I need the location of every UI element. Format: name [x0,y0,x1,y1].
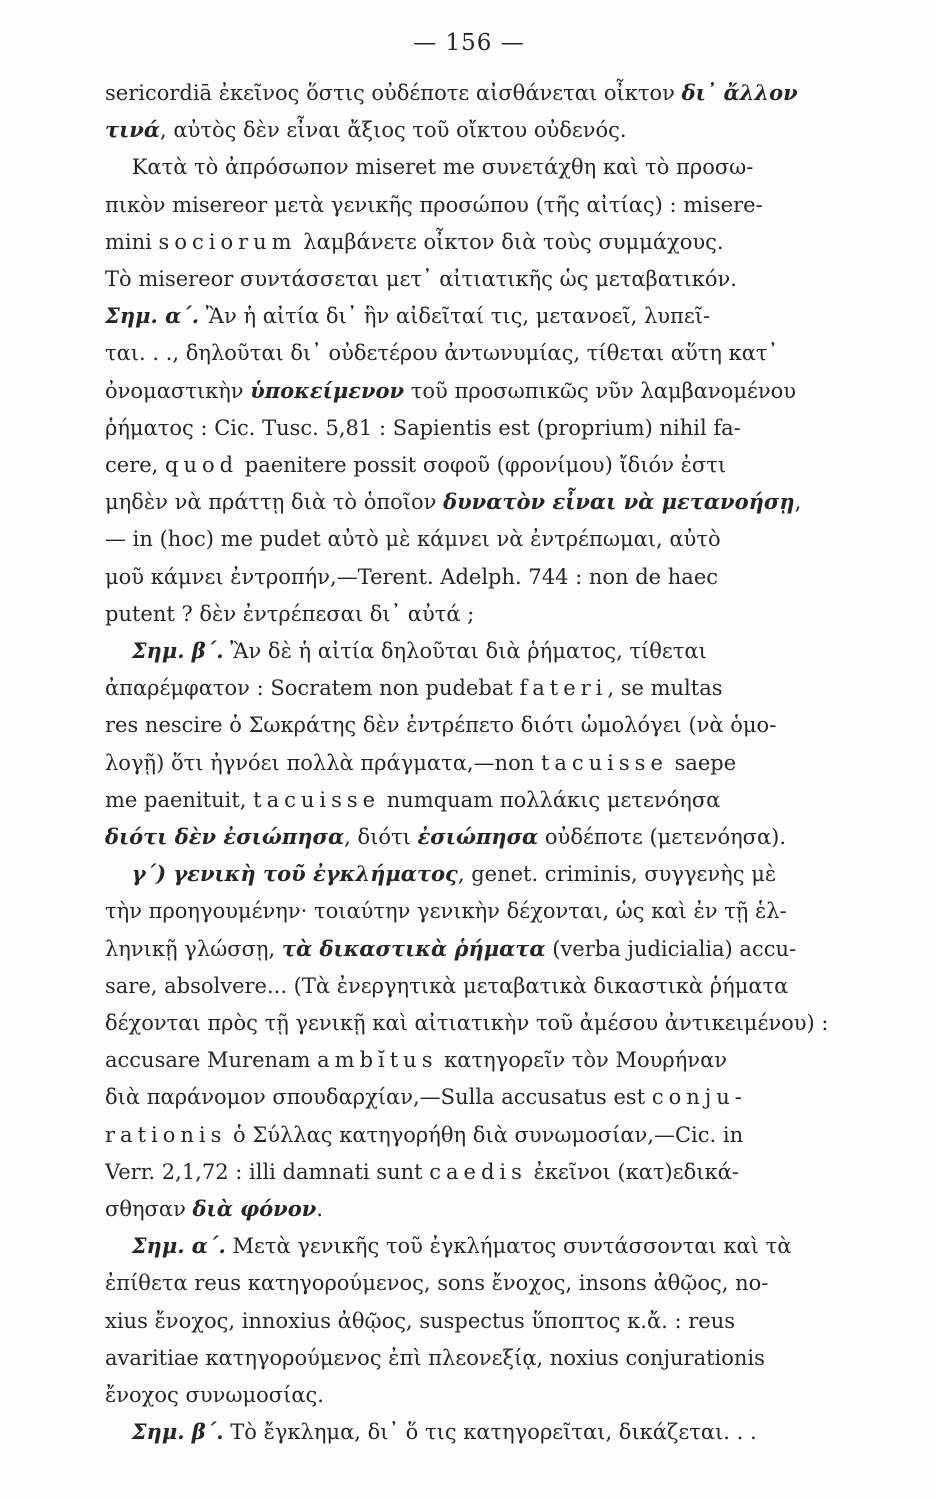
text-run: μοῦ κάμνει ἐντροπήν,—Terent. Adelph. 744 : non de haec [105,564,719,589]
text-line [105,413,905,443]
text-run: ἀπαρέμφατον : Socratem non pudebat [105,676,520,701]
text-run: λογῇ) ὅτι ἠγνόει πολλὰ πράγματα,—non [105,750,541,775]
text-run: Verr. 2,1,72 : illi damnati sunt [105,1159,430,1184]
text-run [105,862,132,886]
text-run: , [794,490,802,515]
text-run: πικὸν misereor μετὰ γενικῆς προσώπου (τῆς αἰτίας) : misere- [105,192,763,217]
text-run [105,1234,132,1258]
text-run: rationis [105,1122,227,1147]
text-run: sare, absolvere... (Τὰ ἐνεργητικὰ μεταβατικὰ δικαστικὰ ῥήματα [105,973,789,998]
text-line [105,599,905,629]
text-line [105,450,905,480]
text-line [105,1306,905,1336]
text-run: sericordiā ἐκεῖνος ὅστις οὐδέποτε αἰσθάνεται οἶκτον [105,81,682,105]
text-run: τοῦ προσωπικῶς νῦν λαμβανομένου [404,378,797,403]
text-run: cere, [105,453,166,477]
text-run: μηδὲν νὰ πράττῃ διὰ τὸ ὁποῖον [105,490,444,515]
page-number: — 156 — [413,30,525,56]
text-run: — in (hoc) me pudet αὐτὸ μὲ κάμνει νὰ ἐντρέπωμαι, αὐτὸ [105,527,721,552]
text-line [105,338,905,368]
text-line [105,1343,905,1373]
text-run: Μετὰ γενικῆς τοῦ ἐγκλήματος συντάσσονται καὶ τὰ [225,1234,792,1259]
text-line [105,1380,905,1410]
text-line [105,524,905,554]
text-line [105,227,905,257]
text-line [105,1120,905,1150]
text-run: . [316,1197,324,1221]
text-run: ληνικῇ γλώσσῃ, [105,936,282,961]
text-run: Σημ. α΄. [131,1233,226,1259]
text-run: Σημ. α΄. [105,303,200,329]
text-run: xius ἔνοχος, innoxius ἀθῷος, suspectus ὕποπτος κ.ἄ. : reus [105,1308,736,1333]
text-run: τὴν προηγουμένην· τοιαύτην γενικὴν δέχονται, ὡς καὶ ἐν τῇ ἑλ- [105,899,787,924]
text-run: caedis [429,1159,527,1184]
text-line [105,562,905,592]
text-run: conju- [651,1085,747,1110]
text-run: λαμβάνετε οἶκτον διὰ τοὺς συμμάχους. [296,229,724,254]
text-line [105,710,905,740]
text-run: διὰ παράνομον σπουδαρχίαν,—Sulla accusatus est [105,1085,652,1110]
text-run: σθησαν [105,1197,193,1221]
text-line [105,748,905,778]
text-run: sociorum [158,229,297,254]
text-run: res nescire ὁ Σωκράτης δὲν ἐντρέπετο διότι ὡμολόγει (νὰ ὁμο- [105,713,777,738]
text-line [105,934,905,964]
text-line [105,1417,905,1447]
text-run [105,1420,132,1444]
text-run: Σημ. β΄. [131,638,224,663]
text-line [105,1194,905,1224]
text-run: γ΄) γενικὴ τοῦ ἐγκλήματος [131,861,458,887]
text-run: Τὸ misereor συντάσσεται μετ᾽ αἰτιατικῆς ὡς μεταβατικόν. [105,267,737,291]
text-run: δέχονται πρὸς τῇ γενικῇ καὶ αἰτιατικὴν τοῦ ἀμέσου ἀντικειμένου) : [105,1011,829,1035]
text-run: accusare Murenam [105,1048,318,1073]
text-run: (verba judicialia) accu- [545,936,797,961]
text-run: Τὸ ἔγκλημα, δι᾽ ὅ τις κατηγορεῖται, δικάζεται. . . [223,1420,757,1445]
text-run: οὐδέποτε (μετενόησα). [538,825,787,849]
text-run: δι᾽ ἄλλον [681,80,798,105]
text-line [105,1231,905,1261]
text-run: numquam πολλάκις μετενόησα [380,787,721,812]
text-line [105,376,905,406]
text-run: saepe [667,750,737,775]
text-run: ἔνοχος συνωμοσίας. [105,1383,324,1407]
text-line [105,1082,905,1112]
text-line [105,673,905,703]
text-run: quod [165,453,239,477]
text-run: avaritiae κατηγορούμενος ἐπὶ πλεονεξίᾳ, noxius conjurationis [105,1345,765,1370]
text-line [105,859,905,889]
text-run: Ἂν δὲ ἡ αἰτία δηλοῦται διὰ ῥήματος, τίθεται [223,639,707,663]
text-line [105,1157,905,1187]
text-line [105,487,905,517]
text-run: paenitere possit σοφοῦ (φρονίμου) ἴδιόν ἐστι [238,453,727,477]
text-run: τὰ δικαστικὰ ῥήματα [281,935,546,961]
text-run: , διότι [344,825,418,849]
text-run: ἐκεῖνοι (κατ)εδικά- [526,1159,739,1184]
text-run: ῥήματος : Cic. Tusc. 5,81 : Sapientis est (proprium) nihil fa- [105,415,741,440]
text-run: διὰ φόνον [192,1196,317,1221]
text-run: tacuisse [540,750,668,775]
text-run: ται. . ., δηλοῦται δι᾽ οὐδετέρου ἀντωνυμίας, τίθεται αὕτη κατ᾽ [105,341,779,366]
text-run: δυνατὸν εἶναι νὰ μετανοήσῃ [443,489,795,515]
text-line [105,115,905,145]
text-run: ὁ Σύλλας κατηγορήθη διὰ συνωμοσίαν,—Cic. in [226,1122,744,1147]
text-line [105,636,905,666]
text-run: putent ? δὲν ἐντρέπεσαι δι᾽ αὐτά ; [105,601,475,626]
text-line [105,822,905,852]
text-line [105,1045,905,1075]
text-run: ὀνομαστικὴν [105,378,251,403]
text-run: , se multas [607,676,723,701]
text-run: fateri [519,676,608,701]
text-run: , αὐτὸς δὲν εἶναι ἄξιος τοῦ οἴκτου οὐδενός. [160,118,627,143]
text-run: Σημ. β΄. [131,1419,224,1445]
text-line [105,190,905,220]
text-line [105,896,905,926]
text-run: me paenituit, [105,787,254,812]
text-run: mini [105,229,159,254]
text-run [105,639,132,663]
text-line [105,152,905,182]
text-run: ὑποκείμενον [250,377,405,403]
text-line [105,301,905,331]
text-run: Ἂν ἡ αἰτία δι᾽ ἣν αἰδεῖταί τις, μετανοεῖ, λυπεῖ- [199,304,711,329]
text-run: ἐπίθετα reus κατηγορούμενος, sons ἔνοχος, insons ἀθῷος, no- [105,1271,769,1296]
text-line [105,1268,905,1298]
text-line [105,971,905,1001]
text-run: τινά [105,117,161,143]
text-run: , genet. criminis, συγγενὴς μὲ [457,862,777,887]
text-run: ἐσιώπησα [417,824,539,849]
text-line [105,78,905,108]
text-line [105,1008,905,1038]
text-run: Κατὰ τὸ ἀπρόσωπον miseret me συνετάχθη καὶ τὸ προσω- [105,155,754,180]
text-run: ambĭtus [317,1048,438,1073]
text-line [105,264,905,294]
text-run: κατηγορεῖν τὸν Μουρήναν [437,1048,728,1073]
text-run: διότι δὲν ἐσιώπησα [105,824,345,849]
text-line [105,785,905,815]
text-run: tacuisse [253,787,381,812]
